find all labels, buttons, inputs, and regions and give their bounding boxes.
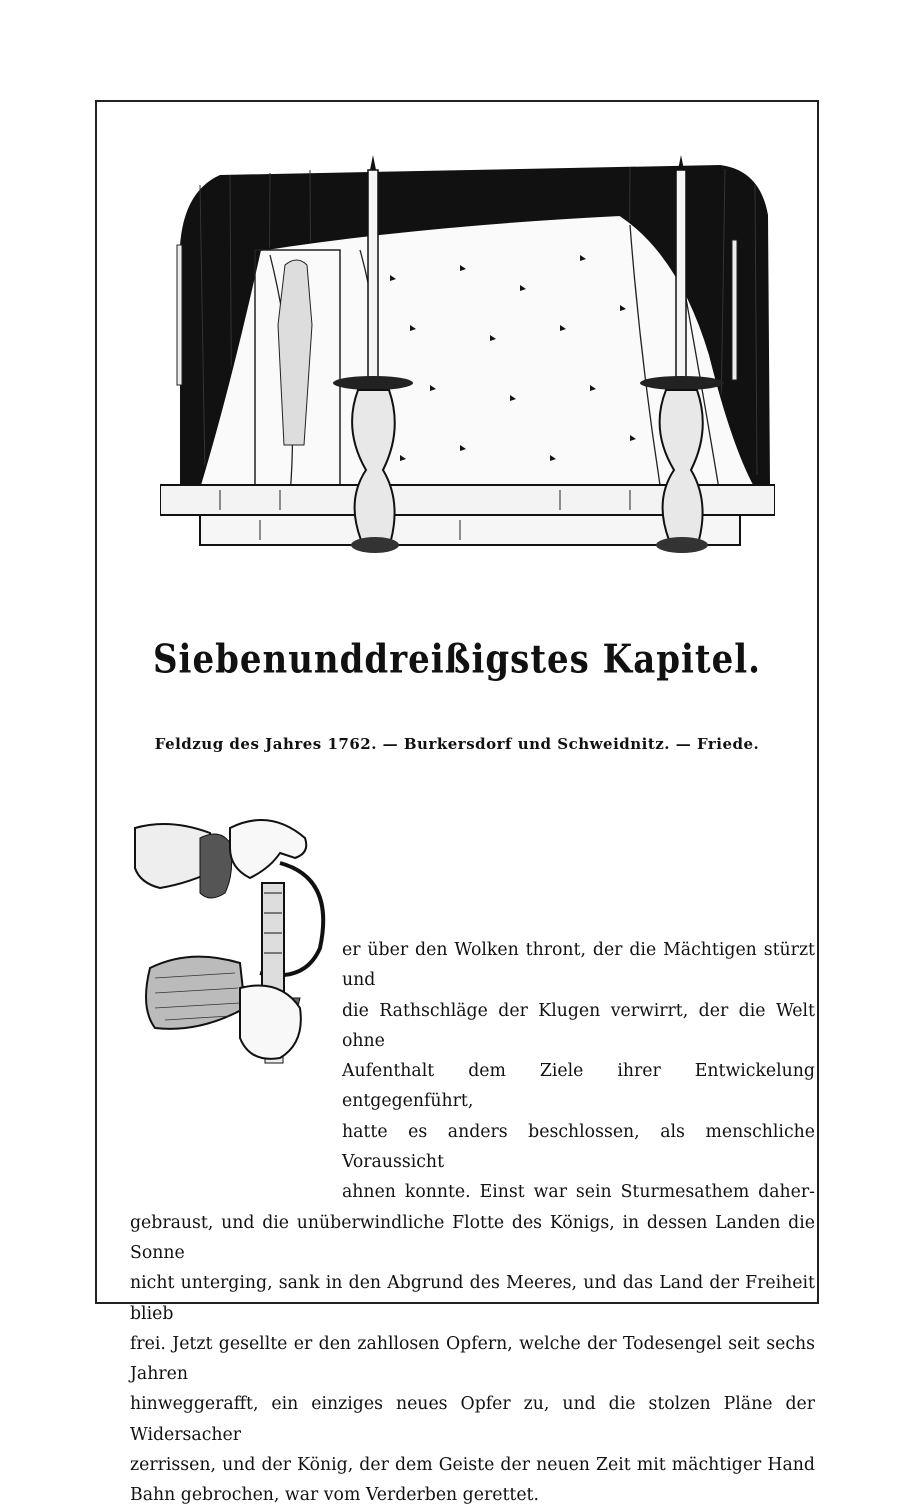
text-line: Aufenthalt dem Ziele ihrer Entwickelung entgegenführt, [342, 1061, 815, 1112]
chapter-body-text [130, 935, 815, 1511]
text-line: nicht unterging, sank in den Abgrund des Meeres, und das Land der Freiheit blieb [130, 1273, 815, 1324]
text-line: hinweggerafft, ein einziges neues Opfer zu, und die stolzen Pläne der Widersacher [130, 1394, 815, 1445]
text-line: zerrissen, und der König, der dem Geiste der neuen Zeit mit mächtiger Hand [130, 1455, 815, 1476]
text-line: frei. Jetzt gesellte er den zahllosen Opfern, welche der Todesengel seit sechs Jahren [130, 1333, 815, 1385]
altar-with-candlesticks-illustration [160, 155, 775, 570]
text-line: er über den Wolken thront, der die Mächtigen stürzt und [342, 940, 815, 991]
text-line: hatte es anders beschlossen, als menschliche Voraussicht [342, 1121, 815, 1173]
text-line: Bahn gebrochen, war vom Verderben gerettet. [130, 1485, 539, 1506]
text-line: die Rathschläge der Klugen verwirrt, der die Welt ohne [342, 1000, 815, 1051]
chapter-title: Siebenunddreißigstes Kapitel. [152, 637, 761, 683]
text-line: ahnen konnte. Einst war sein Sturmesathem daher- [342, 1182, 815, 1203]
text-line: gebraust, und die unüberwindliche Flotte des Königs, in dessen Landen die Sonne [130, 1212, 815, 1263]
chapter-subtitle: Feldzug des Jahres 1762. — Burkersdorf und Schweidnitz. — Friede. [154, 735, 760, 753]
